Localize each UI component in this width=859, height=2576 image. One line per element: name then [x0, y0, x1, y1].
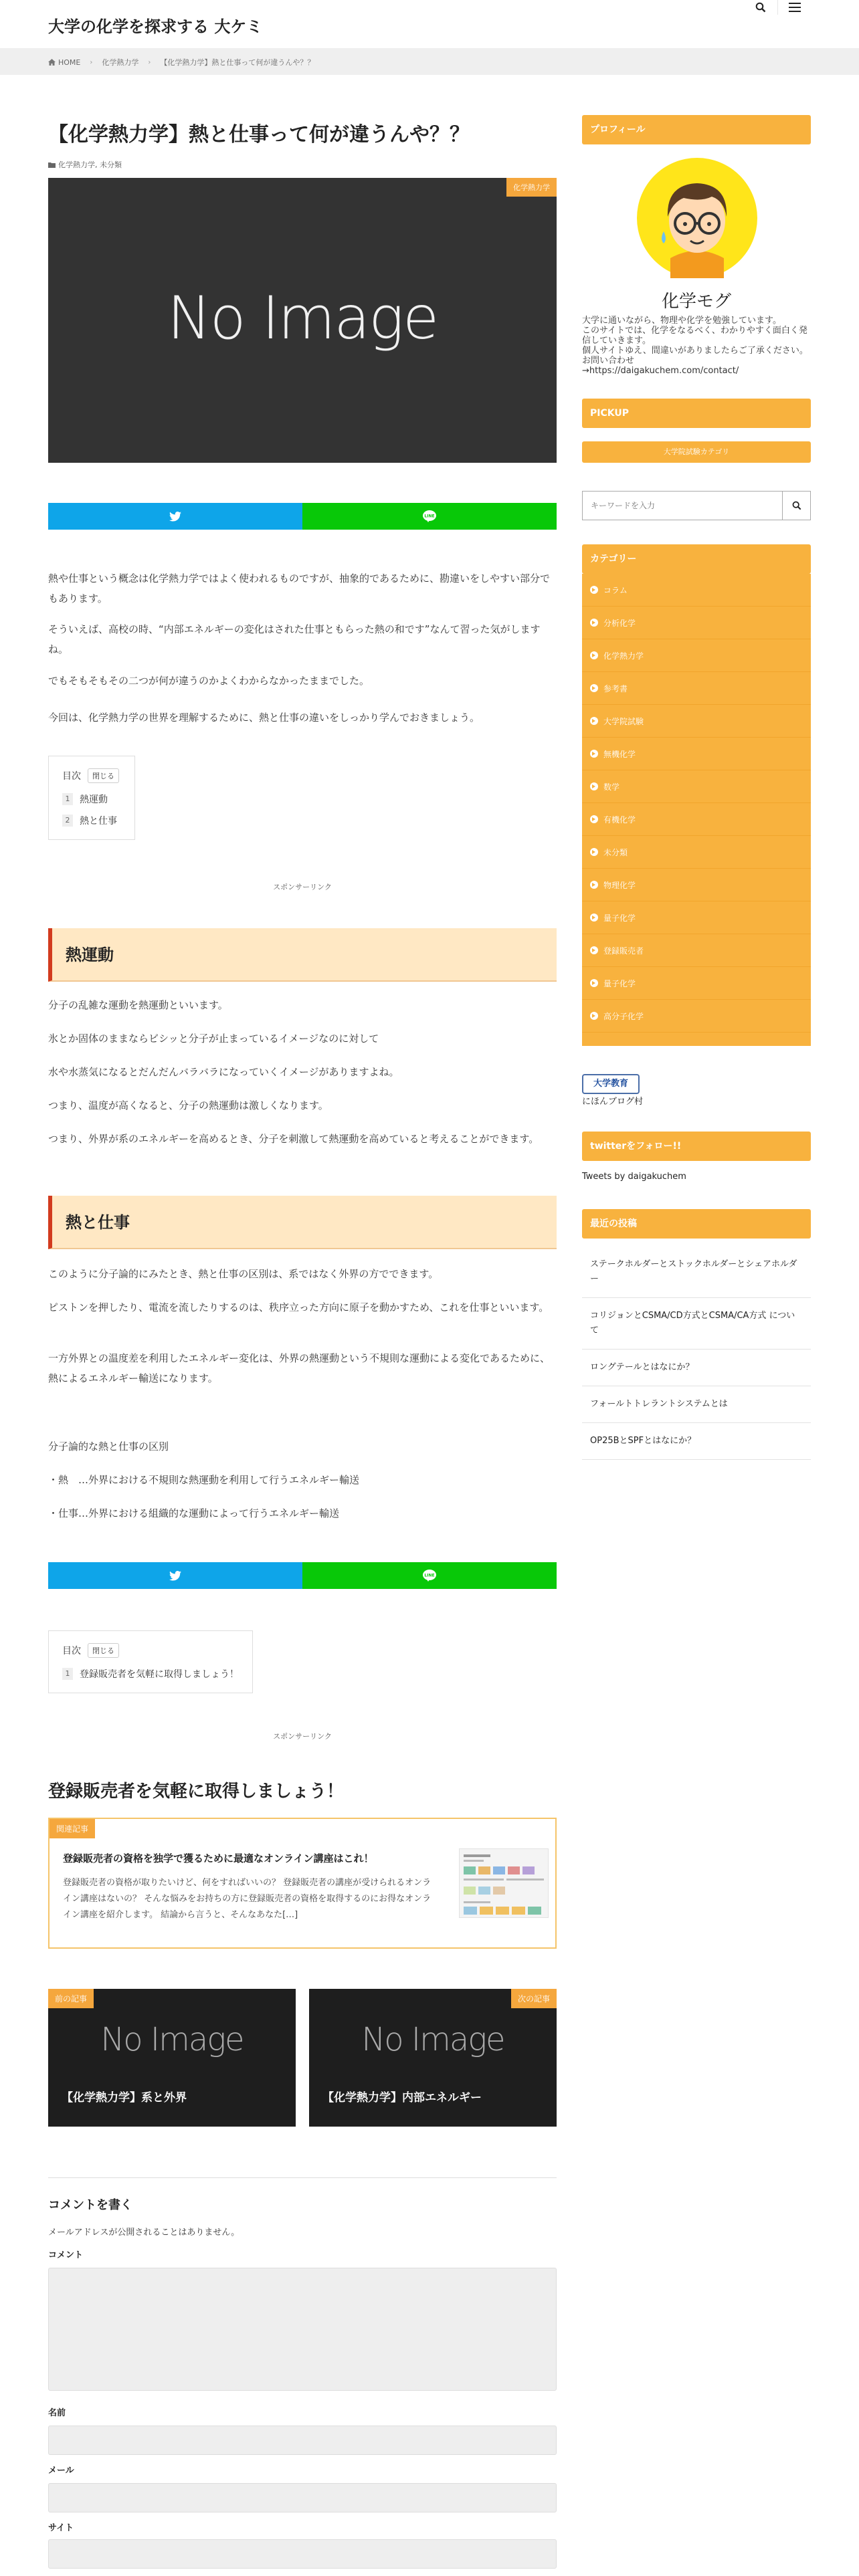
line-share-button[interactable]	[302, 503, 557, 530]
toc-item[interactable]: 2 熱と仕事	[62, 814, 121, 827]
home-icon	[48, 59, 56, 66]
category-item[interactable]: 量子化学	[582, 967, 811, 1000]
toc-item[interactable]: 1 登録販売者を気軽に取得しましょう！	[62, 1667, 239, 1681]
sidebar-search	[582, 491, 811, 520]
related-article-title[interactable]: 登録販売者の資格を独学で獲るために最適なオンライン講座はこれ！	[63, 1852, 374, 1864]
toc-item[interactable]: 1 熱運動	[62, 792, 121, 806]
category-list	[582, 574, 811, 1046]
eyecatch-image	[48, 178, 557, 463]
related-article-card[interactable]	[48, 1818, 557, 1949]
mail-label: メール	[48, 2466, 74, 2476]
header-search-button[interactable]	[744, 0, 777, 15]
intro-paragraph-3: でもそもそもその二つが何が違うのかよくわからなかったままでした。	[48, 675, 370, 687]
header-menu-button[interactable]	[777, 0, 811, 15]
category-item[interactable]: コラム	[582, 574, 811, 607]
section2-paragraph: このように分子論的にみたとき、熱と仕事の区別は、系ではなく外界の方でできます。	[48, 1268, 439, 1280]
next-article-card[interactable]	[309, 1989, 557, 2127]
table-of-contents	[48, 756, 135, 840]
profile-heading: プロフィール	[582, 115, 811, 144]
category-item[interactable]: 化学熱力学	[582, 639, 811, 672]
name-field[interactable]	[48, 2426, 557, 2455]
section2-paragraph: ピストンを押したり、電流を流したりするのは、秩序立った方向に原子を動かすため、これを仕事といいます。	[48, 1301, 549, 1313]
intro-paragraph-1: 熱や仕事という概念は化学熱力学ではよく使われるものですが、抽象的であるために、勘違いをしやすい部分でもあります。	[48, 572, 551, 605]
prev-article-title[interactable]: 【化学熱力学】系と外界	[62, 2091, 187, 2105]
prev-article-card[interactable]	[48, 1989, 296, 2127]
no-image-text: No Image	[361, 2021, 504, 2058]
summary-title: 分子論的な熱と仕事の区別	[48, 1440, 169, 1453]
category-item[interactable]: 大学院試験	[582, 705, 811, 738]
section1-paragraph: 分子の乱雑な運動を熱運動といいます。	[48, 999, 228, 1011]
arrow-circle-icon	[590, 881, 598, 889]
line-icon	[423, 1570, 436, 1582]
line-share-button[interactable]	[302, 1562, 557, 1589]
recent-post-item[interactable]: ステークホルダーとストックホルダーとシェアホルダー	[582, 1247, 811, 1298]
section1-paragraph: 水や水蒸気になるとだんだんバラバラになっていくイメージがありますよね。	[48, 1066, 399, 1078]
post-categories: 化学熱力学, 未分類	[48, 159, 122, 170]
category-item[interactable]: 分析化学	[582, 607, 811, 639]
category-item[interactable]: 物理化学	[582, 869, 811, 901]
sidebar-search-button[interactable]	[782, 492, 810, 520]
hamburger-icon	[789, 2, 801, 13]
breadcrumb-home[interactable]: HOME	[48, 58, 80, 67]
profile-description: 大学に通いながら、物理や化学を勉強しています。 このサイトでは、化学をなるべく、わかりやすく面白く発信していきます。 個人サイトゆえ、間違いがありましたらご了承ください。お問い合わせ →https://daigakuchem.com/contact/	[582, 316, 811, 376]
avatar-illustration	[637, 158, 757, 278]
pickup-heading: PICKUP	[582, 399, 811, 428]
no-image-text: No Image	[167, 284, 438, 352]
related-article-excerpt: 登録販売者の資格が取りたいけど、何をすればいいの？ 登録販売者の講座が受けられるオンライン講座はないの？ そんな悩みをお持ちの方に登録販売者の資格を取得するのにお得なオンライン講座を紹介します。 結論から言うと、そんなあなた[…]	[63, 1878, 432, 1920]
section1-paragraph: つまり、温度が高くなると、分子の熱運動は激しくなります。	[48, 1099, 328, 1111]
sponsor-label: スポンサーリンク	[273, 883, 332, 891]
breadcrumb-current: 【化学熱力学】熱と仕事って何が違うんや？？	[160, 58, 315, 67]
twitter-icon	[169, 512, 181, 522]
section1-paragraph: つまり、外界が系のエネルギーを高めるとき、分子を刺激して熱運動を高めていると考えることができます。	[48, 1133, 539, 1145]
search-icon	[792, 501, 801, 510]
toc-title: 目次	[62, 771, 81, 782]
recent-post-item[interactable]: ロングテールとはなにか？	[582, 1350, 811, 1386]
arrow-circle-icon	[590, 619, 598, 627]
arrow-circle-icon	[590, 914, 598, 922]
category-item[interactable]: 未分類	[582, 836, 811, 869]
thumbnail-graphic	[460, 1849, 549, 1919]
website-field[interactable]	[48, 2539, 557, 2569]
post-title: 【化学熱力学】熱と仕事って何が違うんや？？	[48, 123, 470, 146]
blogmura-badge[interactable]: 大学教育	[582, 1074, 640, 1094]
twitter-icon	[169, 1571, 181, 1581]
toc-title: 目次	[62, 1646, 81, 1656]
table-of-contents-2	[48, 1630, 253, 1693]
toc-toggle-button[interactable]: 閉じる	[88, 768, 119, 783]
search-icon	[755, 2, 766, 13]
comment-note: メールアドレスが公開されることはありません。	[48, 2228, 240, 2238]
comment-textarea[interactable]	[48, 2268, 557, 2391]
intro-paragraph-4: 今回は、化学熱力学の世界を理解するために、熱と仕事の違いをしっかり学んでおきましょう。	[48, 712, 480, 724]
breadcrumb-separator: ›	[90, 58, 93, 66]
arrow-circle-icon	[590, 979, 598, 987]
toc-toggle-button[interactable]: 閉じる	[88, 1643, 119, 1658]
recent-post-item[interactable]: OP25BとSPFとはなにか？	[582, 1423, 811, 1460]
category-item[interactable]: 高分子化学	[582, 1000, 811, 1033]
profile-avatar	[637, 158, 757, 278]
twitter-heading: twitterをフォロー!!	[582, 1132, 811, 1161]
related-article-label: 関連記事	[50, 1819, 95, 1838]
line-icon	[423, 510, 436, 522]
site-title[interactable]: 大学の化学を探求する 大ケミ	[48, 17, 263, 36]
svg-text:LINE: LINE	[424, 1573, 435, 1578]
name-label: 名前	[48, 2408, 66, 2418]
svg-text:LINE: LINE	[424, 514, 435, 519]
comment-label: コメント	[48, 2250, 84, 2260]
category-item[interactable]: 無機化学	[582, 738, 811, 770]
section-heading-heat-and-work: 熱と仕事	[48, 1196, 557, 1249]
section1-paragraph: 氷とか固体のままならビシッと分子が止まっているイメージなのに対して	[48, 1033, 379, 1045]
category-heading: カテゴリー	[582, 544, 811, 574]
category-item[interactable]: 有機化学	[582, 803, 811, 836]
next-article-label: 次の記事	[511, 1989, 557, 2008]
share-buttons-top	[48, 503, 557, 530]
section-heading-heat-motion: 熱運動	[48, 928, 557, 982]
arrow-circle-icon	[590, 782, 598, 790]
arrow-circle-icon	[590, 651, 598, 659]
category-item[interactable]: 登録販売者	[582, 934, 811, 967]
share-buttons-bottom	[48, 1562, 557, 1589]
arrow-circle-icon	[590, 684, 598, 692]
summary-work: ・仕事…外界における組織的な運動によって行うエネルギー輸送	[48, 1507, 340, 1519]
category-item[interactable]: 数学	[582, 770, 811, 803]
profile-name: 化学モグ	[661, 292, 731, 312]
section2-paragraph: 一方外界との温度差を利用したエネルギー変化は、外界の熱運動という不規則な運動による変化であるために、熱によるエネルギー輸送になります。	[48, 1352, 551, 1384]
arrow-circle-icon	[590, 1012, 598, 1020]
next-article-title[interactable]: 【化学熱力学】内部エネルギー	[322, 2091, 482, 2105]
site-header	[0, 0, 859, 48]
arrow-circle-icon	[590, 586, 598, 594]
folder-icon	[48, 162, 56, 168]
twitter-share-button[interactable]	[48, 503, 302, 530]
arrow-circle-icon	[590, 815, 598, 823]
arrow-circle-icon	[590, 946, 598, 954]
no-image-text: No Image	[100, 2021, 244, 2058]
twitter-share-button[interactable]	[48, 1562, 302, 1589]
email-field[interactable]	[48, 2483, 557, 2512]
eyecatch-category-badge[interactable]: 化学熱力学	[506, 178, 557, 197]
recent-post-item[interactable]: フォールトトレラントシステムとは	[582, 1386, 811, 1423]
blogmura-link[interactable]: にほんブログ村	[582, 1097, 644, 1107]
related-article-thumbnail[interactable]	[459, 1848, 549, 1918]
arrow-circle-icon	[590, 717, 598, 725]
recent-posts-heading: 最近の投稿	[582, 1209, 811, 1239]
comment-form	[48, 2177, 557, 2533]
arrow-circle-icon	[590, 848, 598, 856]
intro-paragraph-2: そういえば、高校の時、“内部エネルギーの変化はされた仕事ともらった熱の和です”なんて習った気がしますね。	[48, 623, 541, 655]
recent-posts-list	[582, 1247, 811, 1460]
breadcrumb-separator: ›	[148, 58, 151, 66]
site-label: サイト	[48, 2523, 74, 2533]
arrow-circle-icon	[590, 750, 598, 758]
comment-heading: コメントを書く	[48, 2198, 132, 2212]
section-heading-registration: 登録販売者を気軽に取得しましょう！	[48, 1782, 345, 1802]
summary-heat: ・熱 …外界における不規則な熱運動を利用して行うエネルギー輸送	[48, 1474, 360, 1486]
prev-article-label: 前の記事	[48, 1989, 94, 2008]
tweets-by-link[interactable]: Tweets by daigakuchem	[582, 1172, 686, 1182]
category-item[interactable]: 参考書	[582, 672, 811, 705]
pickup-button[interactable]: 大学院試験カテゴリ	[582, 441, 811, 463]
breadcrumb-category[interactable]: 化学熱力学	[102, 58, 139, 67]
sponsor-label: スポンサーリンク	[273, 1732, 332, 1741]
breadcrumb	[0, 48, 859, 75]
contact-link[interactable]: →https://daigakuchem.com/contact/	[582, 366, 739, 376]
sidebar-search-input[interactable]	[583, 492, 782, 520]
category-item[interactable]: 量子化学	[582, 901, 811, 934]
recent-post-item[interactable]: コリジョンとCSMA/CD方式とCSMA/CA方式 について	[582, 1298, 811, 1350]
